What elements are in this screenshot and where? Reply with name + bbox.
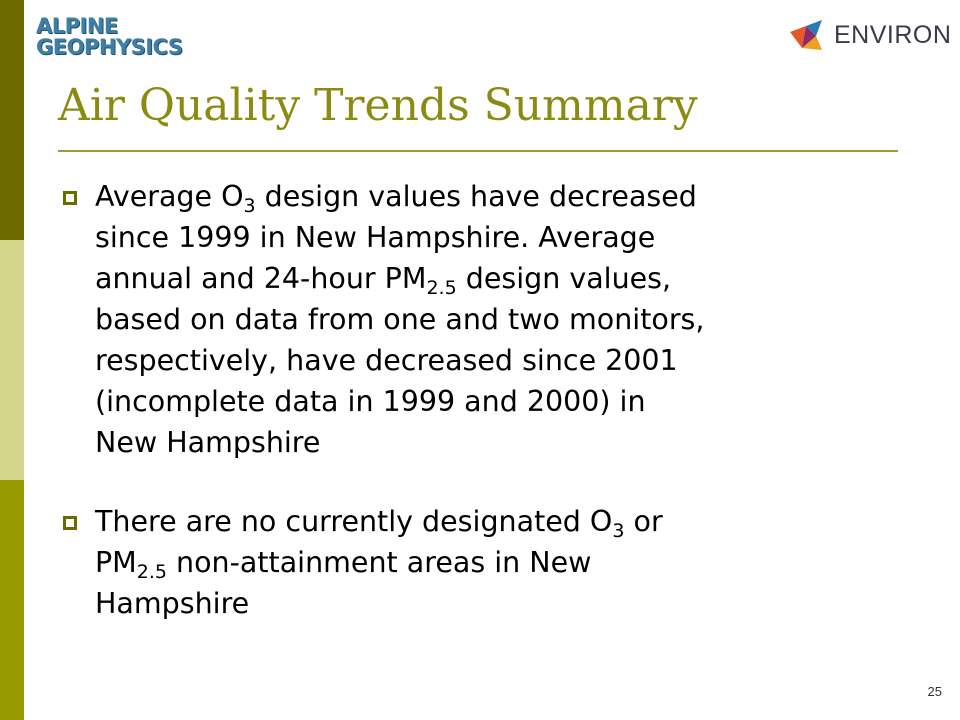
bullet-line: Average $O_3$ design values have decreased [95,180,697,217]
bullet-line: (incomplete data in 1999 and 2000) in [95,385,646,418]
bullet-item-nonattainment [60,501,900,624]
bullet-line: annual and 24-hour $PM_{2.5}$ design values, [95,262,672,299]
title-divider [58,150,898,152]
alpine-logo-line2: GEOPHYSICS [36,35,183,59]
side-accent-bottom [0,480,24,720]
hollow-square-icon [63,516,77,530]
environ-logo-text: ENVIRON [834,20,952,49]
side-accent-top [0,0,24,240]
bullet-line: There are no currently designated $O_3$ or [95,505,663,542]
environ-logo [786,14,951,56]
bullet-line: since 1999 in New Hampshire. Average [95,221,656,254]
bullet-line: New Hampshire [95,426,321,459]
hollow-square-icon [63,191,77,205]
bullet-line: respectively, have decreased since 2001 [95,344,678,377]
alpine-geophysics-logo [36,16,182,58]
bullet-line: Hampshire [95,587,250,620]
bullet-item-o3-pm-trends [60,176,900,463]
page-number: 25 [927,684,942,699]
environ-logo-icon [786,14,828,56]
bullet-list [60,176,900,624]
side-accent-middle [0,240,24,480]
bullet-line: based on data from one and two monitors, [95,303,705,336]
alpine-logo-line1: ALPINE [36,14,118,38]
page-title: Air Quality Trends Summary [58,80,698,131]
bullet-line: $PM_{2.5}$ non-attainment areas in New [95,546,592,583]
